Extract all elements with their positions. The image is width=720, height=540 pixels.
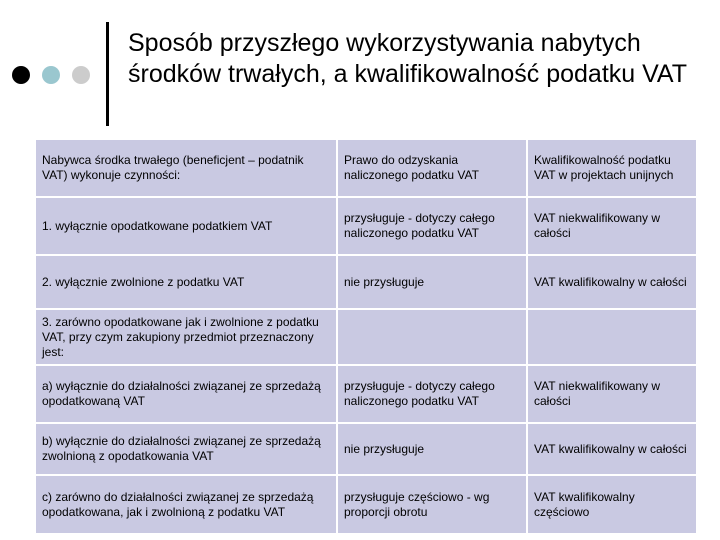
table-row [36, 256, 696, 308]
table-cell: przysługuje - dotyczy całego naliczonego podatku VAT [338, 366, 526, 422]
table-cell: VAT kwalifikowalny częściowo [528, 476, 696, 533]
table-row [36, 198, 696, 254]
slide-title: Sposób przyszłego wykorzystywania nabytych środków trwałych, a kwalifikowalność podatku VAT [128, 29, 688, 88]
table-cell: c) zarówno do działalności związanej ze sprzedażą opodatkowana, jak i zwolnioną z podatku VAT [36, 476, 336, 533]
table-cell: VAT kwalifikowalny w całości [528, 256, 696, 308]
header-cell-vat-recovery: Prawo do odzyskania naliczonego podatku VAT [338, 140, 526, 196]
table-cell: przysługuje - dotyczy całego naliczonego podatku VAT [338, 198, 526, 254]
vat-table [34, 138, 698, 535]
table-cell: a) wyłącznie do działalności związanej ze sprzedażą opodatkowaną VAT [36, 366, 336, 422]
table-cell: 2. wyłącznie zwolnione z podatku VAT [36, 256, 336, 308]
table-cell: b) wyłącznie do działalności związanej ze sprzedażą zwolnioną z opodatkowania VAT [36, 424, 336, 474]
table-cell: VAT niekwalifikowany w całości [528, 198, 696, 254]
decor-dot-gray [72, 66, 90, 84]
table-cell: VAT kwalifikowalny w całości [528, 424, 696, 474]
table-cell-empty [338, 310, 526, 364]
table-cell: VAT niekwalifikowany w całości [528, 366, 696, 422]
title-divider [106, 22, 109, 126]
table-cell: 3. zarówno opodatkowane jak i zwolnione z podatku VAT, przy czym zakupiony przedmiot przeznaczony jest: [36, 310, 336, 364]
table-cell: nie przysługuje [338, 256, 526, 308]
table-cell: nie przysługuje [338, 424, 526, 474]
table-row [36, 310, 696, 364]
table-header-row [36, 140, 696, 196]
table-cell: 1. wyłącznie opodatkowane podatkiem VAT [36, 198, 336, 254]
header-cell-activities: Nabywca środka trwałego (beneficjent – podatnik VAT) wykonuje czynności: [36, 140, 336, 196]
table-cell-empty [528, 310, 696, 364]
header-cell-eligibility: Kwalifikowalność podatku VAT w projektach unijnych [528, 140, 696, 196]
table-row [36, 424, 696, 474]
decor-dot-black [12, 66, 30, 84]
table-row [36, 366, 696, 422]
table-row [36, 476, 696, 533]
decor-dot-teal [42, 66, 60, 84]
table-cell: przysługuje częściowo - wg proporcji obrotu [338, 476, 526, 533]
